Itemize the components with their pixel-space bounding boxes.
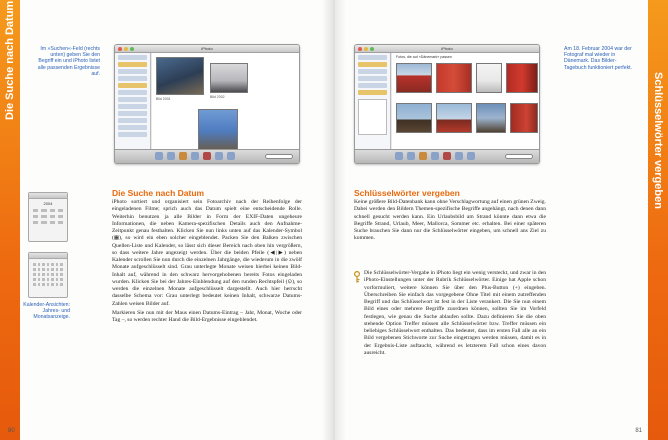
thumbnail-label: Bild 2002 bbox=[210, 95, 225, 99]
toolbar bbox=[355, 149, 539, 163]
chapter-tab-right bbox=[648, 0, 668, 440]
photo-thumbnail bbox=[156, 57, 204, 95]
calendar-year: 2004 bbox=[43, 201, 53, 206]
source-list bbox=[115, 53, 151, 149]
window-titlebar bbox=[115, 45, 299, 53]
window-title: iPhoto bbox=[201, 46, 213, 51]
photo-thumbnail bbox=[198, 109, 238, 153]
photo-thumbnail bbox=[436, 103, 472, 133]
mini-calendar bbox=[358, 99, 387, 135]
photo-thumbnail bbox=[436, 63, 472, 93]
chapter-tab-label: Die Suche nach Datum bbox=[4, 0, 16, 120]
paragraph: Keine größere Bild-Datenbank kann ohne Verschlagwortung auf einen grünen Zweig. Dabei werden den Bildern Themen-spezifische Begriffe angehängt, nach denen dann schnell gesucht werden kann. Ein Urlaubsbild am Strand könnte dann etwa die Begriffe Strand, Urlaub, Meer, Mallorca, Sommer etc. erhalten. Bei einer späteren Suche brauchen Sie dann nur die Schlüsselwörter eingeben, um schnell ans Ziel zu kommen. bbox=[354, 199, 546, 242]
paragraph: Markieren Sie nun mit der Maus einen Datums-Eintrag – Jahr, Monat, Woche oder Tag –, so werden rechter Hand die Bild-Ergebnisse eingeblendet. bbox=[112, 309, 302, 323]
page-number: 81 bbox=[635, 428, 642, 434]
month-calendar bbox=[28, 252, 68, 298]
paragraph: iPhoto sortiert und organisiert sein Fotoarchiv nach der Reihenfolge der eingeladenen Filme; sprich auch das Datum spielt eine entscheidende Rolle. Weiterhin benutzen ja alle Bilder in Form der EXIF-Daten ungeheure Informationen, die neben Kamera-spezifischen Details auch den Aufnahme-Zeitpunkt genau festhalten. Klicken Sie nun links unten auf das Kalender-Symbol (▦), so wird ein eben solcher eingeblendet. Packen Sie den Balken zwischen Quellen-Liste und Kalender, so lässt sich dieser Bereich nach oben hin vergrößern, so dass weitere Jahre angezeigt werden. Über die beiden Pfeile (◀|▶) neben Kalender scrollen Sie nun durch die einzelnen Jahrgänge, die wiederum in die zwölf Monate aufgeschlüsselt sind. Grau unterlegte Monate weisen hierbei keinen Bild-Inhalt auf, während in den schwarz hervorgehobenen bereits Fotos eingeladen wurden. Klicken Sie bei der Jahres-Einblendung auf den runden Rechtspfeil (⊙), so werden die einzelnen Monate aufgeschlüsselt dargestellt. Auch hier herrscht dasselbe Schema vor: Grau unterlegt bedeutet keinen Inhalt, schwarze Datums-Zahlen weisen Bilder auf. bbox=[112, 199, 302, 307]
body-text bbox=[364, 270, 546, 359]
chapter-tab-left bbox=[0, 0, 20, 440]
screenshot-caption: Am 18. Februar 2004 war der Fotograf mal wieder in Dänemark. Das Bilder-Tagebuch funktioniert perfekt. bbox=[564, 46, 633, 71]
screenshot-caption: Im »Suchen«-Feld (rechts unten) geben Sie den Begriff ein und iPhoto listet alle passenden Ergebnisse auf. bbox=[37, 46, 100, 77]
right-page bbox=[334, 0, 668, 440]
body-text bbox=[354, 199, 546, 245]
photo-thumbnail bbox=[506, 63, 538, 93]
photo-thumbnail bbox=[476, 103, 506, 133]
iphoto-screenshot bbox=[354, 44, 540, 164]
page-number: 80 bbox=[8, 428, 15, 434]
photo-thumbnail bbox=[210, 63, 248, 93]
section-heading: Schlüsselwörter vergeben bbox=[354, 188, 460, 198]
calendar-caption: Kalender-Ansichten: Jahres- und Monatsanzeige. bbox=[23, 302, 70, 321]
key-icon bbox=[352, 271, 362, 283]
paragraph: Die Schlüsselwörter-Vergabe in iPhoto liegt ein wenig versteckt, und zwar in den iPhoto-Einstellungen unter der Rubrik Schlüsselwörter. Einige hat Apple schon vorformuliert, weitere können Sie über den Plus-Button (+) eingeben. Überschreiben Sie einfach das vorgegebene Ohne Titel mit einem zutreffenden Begriff und das Schlüsselwort ist fest in der Liste verankert. Die Sie nun einem Bild eines oder mehrere Begriffe zuordnen können, sollten Sie im Vorfeld festlegen, wie genau die Suche ablaufen sollte. Dazu definieren Sie die oben stehende Option Treffer müssen alle Schlüsselwörter bzw. Treffer müssen ein beliebiges Schlüsselwort enthalten. Das bedeutet, dass im ersten Fall alle an ein Bild vergebenen Stichworte zur Suche eingetragen werden müssen, damit es in der Ergebnis-Liste auftaucht, während es letzterem Fall schon eines davon ausreicht. bbox=[364, 270, 546, 356]
photo-thumbnail bbox=[476, 63, 502, 93]
iphoto-screenshot bbox=[114, 44, 300, 164]
grid-title: Fotos, die auf »Dänemark« passen bbox=[396, 55, 452, 59]
photo-grid bbox=[152, 53, 299, 149]
search-input[interactable] bbox=[505, 154, 533, 159]
year-calendar bbox=[28, 192, 68, 242]
window-titlebar bbox=[355, 45, 539, 53]
search-input[interactable] bbox=[265, 154, 293, 159]
photo-thumbnail bbox=[510, 103, 538, 133]
book-gutter bbox=[322, 0, 346, 440]
toolbar bbox=[115, 149, 299, 163]
photo-thumbnail bbox=[396, 103, 432, 133]
thumbnail-label: Bild 2001 bbox=[156, 97, 171, 101]
body-text bbox=[112, 199, 302, 326]
photo-grid bbox=[392, 53, 539, 149]
photo-thumbnail bbox=[396, 63, 432, 93]
chapter-tab-label: Schlüsselwörter vergeben bbox=[652, 71, 664, 209]
window-title: iPhoto bbox=[441, 46, 453, 51]
section-heading: Die Suche nach Datum bbox=[112, 188, 205, 198]
source-list bbox=[355, 53, 391, 149]
